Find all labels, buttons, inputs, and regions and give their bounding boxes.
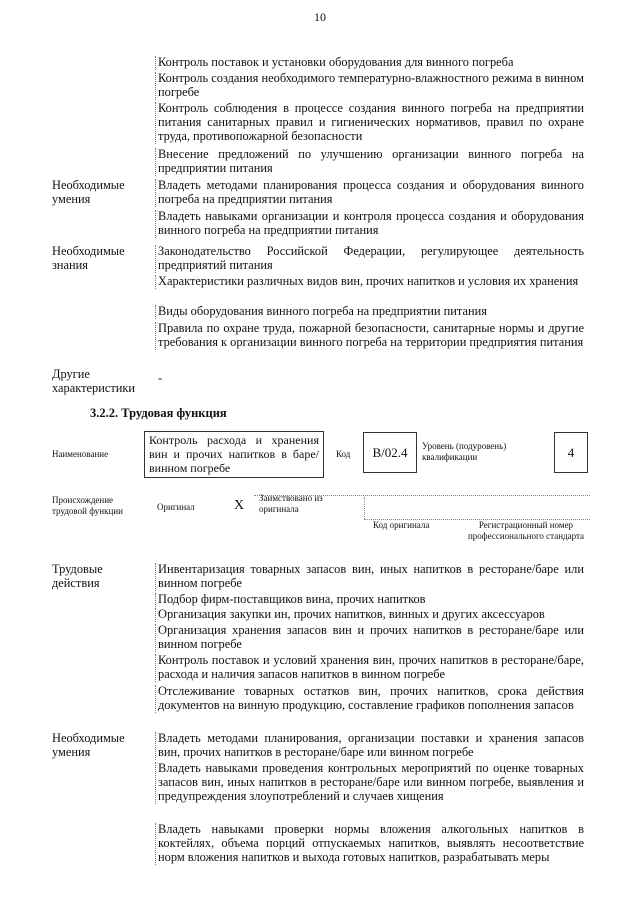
list-item: Владеть навыками организации и контроля процесса создания и оборудования винного погреба на предприятии питания — [158, 209, 584, 237]
list-item: Отслеживание товарных остатков вин, прочих напитков, срока действия документов на винную продукцию, составление графиков пополнения запасов — [158, 684, 584, 712]
origin-label: Происхождение трудовой функции — [52, 495, 123, 516]
other-label: Другие характеристики — [52, 367, 136, 395]
knowledge-label: Необходимые знания — [52, 244, 125, 272]
list-item: Контроль поставок и условий хранения вин, прочих напитков в ресторане/баре, расхода и наличия запасов напитков в винном погребе — [158, 653, 584, 681]
code-original-label: Код оригинала — [373, 520, 430, 530]
list-item: Подбор фирм-поставщиков вина, прочих напитков — [158, 592, 584, 606]
list-item: Владеть навыками проверки нормы вложения алкогольных напитков в коктейлях, объема порций отпускаемых напитков, выявлять несоответствие норм вложения напитков и выхода готовых напитков, разрабатывать меры — [158, 822, 584, 864]
name-label: Наименование — [52, 449, 109, 459]
section-title: 3.2.2. Трудовая функция — [90, 406, 227, 420]
code-label: Код — [336, 449, 351, 459]
original-label: Оригинал — [157, 502, 195, 512]
level-box: 4 — [554, 432, 588, 473]
code-box: B/02.4 — [363, 432, 417, 473]
divider — [364, 497, 365, 519]
list-item: Контроль создания необходимого температурно-влажностного режима в винном погребе — [158, 71, 584, 99]
list-item: Владеть методами планирования, организации поставки и хранения запасов вин, прочих напитков в ресторане/баре или винном погребе — [158, 731, 584, 759]
list-item: Характеристики различных видов вин, прочих напитков и условия их хранения — [158, 274, 584, 288]
list-item: Контроль поставок и установки оборудования для винного погреба — [158, 55, 584, 69]
skills-label: Необходимые умения — [52, 178, 125, 206]
list-item: Организация закупки ин, прочих напитков, винных и других аксессуаров — [158, 607, 584, 621]
other-value: - — [158, 370, 163, 385]
actions-label: Трудовые действия — [52, 562, 103, 590]
list-item: Законодательство Российской Федерации, регулирующее деятельность предприятий питания — [158, 244, 584, 272]
list-item: Виды оборудования винного погреба на предприятии питания — [158, 304, 584, 318]
reg-number-label: Регистрационный номер профессионального стандарта — [467, 520, 585, 541]
list-item: Контроль соблюдения в процессе создания винного погреба на предприятии питания санитарных правил и гигиенических нормативов, правил по охране труда, противопожарной безопасности — [158, 101, 584, 143]
borrowed-label: Заимствовано из оригинала — [259, 493, 323, 514]
list-item: Владеть навыками проведения контрольных мероприятий по оценке товарных запасов вин, иных напитков в ресторане/баре или винном погребе, выявления и предупреждения злоупотреблений и случаев хищения — [158, 761, 584, 803]
page-number: 10 — [314, 10, 326, 24]
list-item: Владеть методами планирования процесса создания и оборудования винного погреба на предприятии питания — [158, 178, 584, 206]
skills-label: Необходимые умения — [52, 731, 125, 759]
list-item: Инвентаризация товарных запасов вин, иных напитков в ресторане/баре или винном погребе — [158, 562, 584, 590]
list-item: Внесение предложений по улучшению организации винного погреба на предприятии питания — [158, 147, 584, 175]
level-label: Уровень (подуровень) квалификации — [422, 441, 507, 462]
list-item: Правила по охране труда, пожарной безопасности, санитарные нормы и другие требования к организации винного погреба на территории предприятия питания — [158, 321, 584, 349]
function-name-box: Контроль расхода и хранения вин и прочих напитков в баре/винном погребе — [144, 431, 324, 478]
original-mark: X — [234, 498, 245, 513]
list-item: Организация хранения запасов вин и прочих напитков в ресторане/баре или винном погребе — [158, 623, 584, 651]
